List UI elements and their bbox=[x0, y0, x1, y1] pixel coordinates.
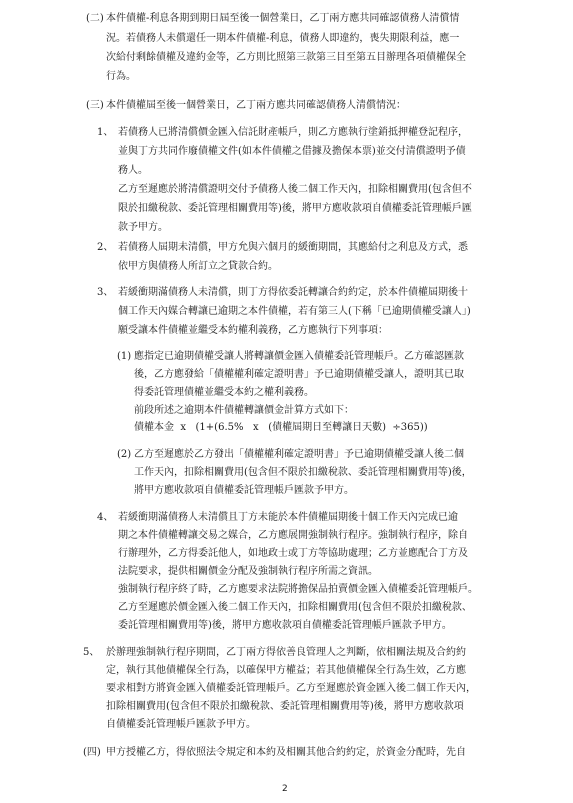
item-4-line-4: 法院要求，提供相關價金分配及強制執行程序所需之資訊。 bbox=[118, 566, 378, 577]
subitem-2-marker: (2) bbox=[117, 449, 132, 460]
section-4-line-1: 甲方授權乙方，得依照法令規定和本約及相關其他合約約定，於資金分配時，先自 bbox=[106, 747, 466, 758]
section-2-marker: (二) bbox=[86, 13, 104, 24]
subitem-1-line-1: 應指定已逾期債權受讓人將轉讓價金匯入債權委託管理帳戶。乙方確認匯款 bbox=[134, 351, 464, 362]
item-5-line-4: 扣除相關費用(包含但不限於扣繳稅款、委託管理相關費用等)後，將甲方應收款項 bbox=[106, 701, 464, 712]
section-2-line-3: 次給付剩餘債權及違約金等，乙方則比照第三款第三目至第五目辦理各項債權保全 bbox=[106, 52, 466, 63]
item-2-line-2: 依甲方與債務人所訂立之貸款合約。 bbox=[118, 261, 278, 272]
subitem-2-line-2: 工作天內，扣除相關費用(包含但不限於扣繳稅款、委託管理相關費用等)後， bbox=[134, 467, 472, 478]
item-3-line-1: 若緩衝期滿債務人未清償，則丁方得依委託轉讓合約約定，於本件債權屆期後十 bbox=[118, 287, 468, 298]
item-4-line-1: 若緩衝期滿債務人未清償且丁方未能於本件債權屆期後十個工作天內完成已逾 bbox=[118, 512, 458, 523]
section-2-line-1: 本件債權-利息各期到期日屆至後一個營業日，乙丁兩方應共同確認債務人清償情 bbox=[106, 13, 460, 24]
item-4-marker: 4、 bbox=[97, 512, 114, 523]
subitem-1-formula: 債權本金 x (1+(6.5% x (債權屆期日至轉讓日天數) ÷365)) bbox=[134, 422, 428, 433]
item-1-line-1: 若債務人已將清償價金匯入信託財產帳戶，則乙方應執行塗銷抵押權登記程序， bbox=[118, 127, 468, 138]
item-4-line-5: 強制執行程序終了時，乙方應要求法院將擔保品拍賣價金匯入債權委託管理帳戶。 bbox=[118, 584, 478, 595]
section-3-marker: (三) bbox=[86, 100, 104, 111]
item-1-line-5: 限於扣繳稅款、委託管理相關費用等)後，將甲方應收款項自債權委託管理帳戶匯 bbox=[118, 203, 472, 214]
subitem-1-line-4: 前段所述之逾期本件債權轉讓價金計算方式如下： bbox=[134, 405, 354, 416]
item-5-line-2: 定，執行其他債權保全行為，以確保甲方權益；若其他債權保全行為生效，乙方應 bbox=[106, 665, 466, 676]
item-4-line-2: 期之本件債權轉讓交易之媒合，乙方應展開強制執行程序。強制執行程序，除自 bbox=[118, 530, 468, 541]
item-2-marker: 2、 bbox=[97, 242, 114, 253]
item-1-line-2: 並與丁方共同作廢債權文件(如本件債權之借據及擔保本票)並交付清償證明予債 bbox=[118, 146, 466, 157]
item-1-line-6: 款予甲方。 bbox=[118, 222, 168, 233]
item-4-line-6: 乙方至遲應於價金匯入後二個工作天內，扣除相關費用(包含但不限於扣繳稅款、 bbox=[118, 602, 472, 613]
subitem-1-marker: (1) bbox=[117, 351, 132, 362]
item-5-line-5: 自債權委託管理帳戶匯款予甲方。 bbox=[106, 719, 256, 730]
subitem-2-line-3: 將甲方應收款項自債權委託管理帳戶匯款予甲方。 bbox=[134, 485, 354, 496]
item-1-line-4: 乙方至遲應於將清償證明交付予債務人後二個工作天內，扣除相關費用(包含但不 bbox=[118, 184, 472, 195]
subitem-1-line-3: 得委託管理債權並繼受本約之權利義務。 bbox=[134, 387, 314, 398]
item-5-line-3: 要求相對方將資金匯入債權委託管理帳戶。乙方至遲應於資金匯入後二個工作天內， bbox=[106, 683, 476, 694]
subitem-1-line-2: 後，乙方應發給「債權權利確定證明書」予已逾期債權受讓人，證明其已取 bbox=[134, 369, 464, 380]
item-3-marker: 3、 bbox=[97, 287, 114, 298]
section-3-line-1: 本件債權屆至後一個營業日，乙丁兩方應共同確認債務人清償情況： bbox=[106, 100, 406, 111]
page-number: 2 bbox=[282, 784, 288, 794]
section-2-line-4: 行為。 bbox=[106, 71, 136, 82]
item-5-line-1: 於辦理強制執行程序期間，乙丁兩方得依善良管理人之判斷，依相關法規及合約約 bbox=[106, 647, 466, 658]
item-3-line-3: 願受讓本件債權並繼受本約權利義務，乙方應執行下列事項： bbox=[118, 325, 388, 336]
item-3-line-2: 個工作天內媒合轉讓已逾期之本件債權，若有第三人(下稱「已逾期債權受讓人」) bbox=[118, 306, 471, 317]
subitem-2-line-1: 乙方至遲應於乙方發出「債權權利確定證明書」予已逾期債權受讓人後二個 bbox=[134, 449, 464, 460]
section-4-marker: (四) bbox=[83, 747, 101, 758]
section-2-line-2: 況。若債務人未償還任一期本件債權-利息，債務人即違約，喪失期限利益，應一 bbox=[106, 33, 460, 44]
item-4-line-7: 委託管理相關費用等)後，將甲方應收款項自債權委託管理帳戶匯款予甲方。 bbox=[118, 620, 452, 631]
item-5-marker: 5、 bbox=[83, 647, 100, 658]
item-4-line-3: 行辦理外，乙方得委託他人，如地政士或丁方等協助處理；乙方並應配合丁方及 bbox=[118, 548, 468, 559]
item-1-marker: 1、 bbox=[97, 127, 114, 138]
item-2-line-1: 若債務人屆期未清償，甲方允與六個月的緩衝期間，其應給付之利息及方式，悉 bbox=[118, 242, 468, 253]
item-1-line-3: 務人。 bbox=[118, 165, 148, 176]
